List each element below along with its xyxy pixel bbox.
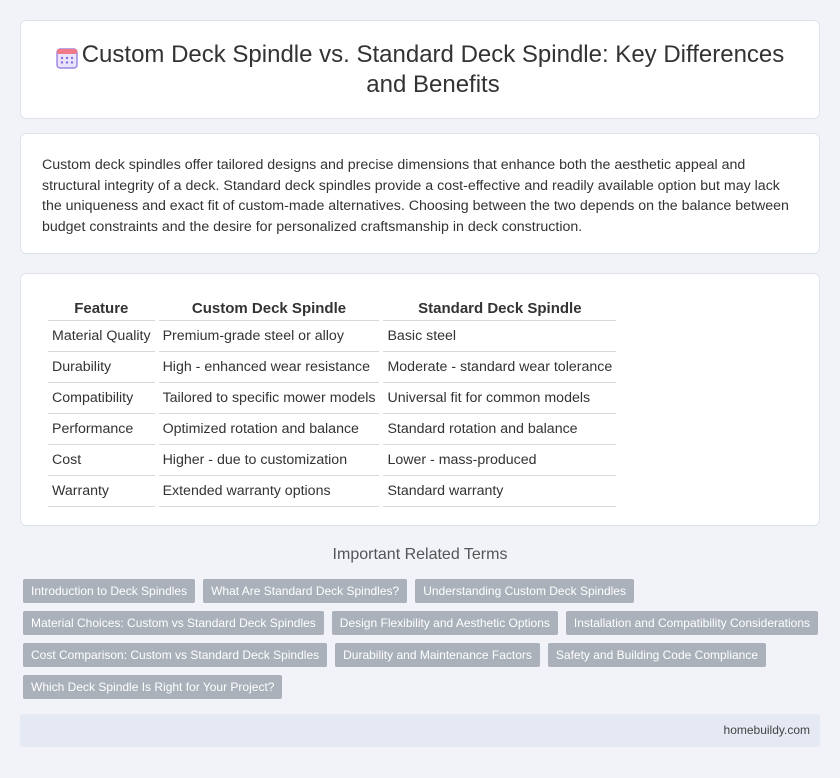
- related-term-tag[interactable]: Durability and Maintenance Factors: [335, 643, 540, 667]
- related-term-tag[interactable]: Understanding Custom Deck Spindles: [415, 579, 634, 603]
- header-feature: Feature: [48, 296, 155, 321]
- feature-cell: Compatibility: [48, 383, 155, 414]
- feature-cell: Durability: [48, 352, 155, 383]
- intro-card: [20, 133, 820, 254]
- custom-cell: Extended warranty options: [159, 476, 380, 507]
- comparison-card: [20, 273, 820, 526]
- custom-cell: Tailored to specific mower models: [159, 383, 380, 414]
- standard-cell: Lower - mass-produced: [383, 445, 616, 476]
- related-terms-heading: Important Related Terms: [332, 546, 508, 563]
- header-standard: Standard Deck Spindle: [383, 296, 616, 321]
- table-row: [48, 321, 616, 352]
- table-header-row: [48, 296, 616, 321]
- custom-cell: Premium-grade steel or alloy: [159, 321, 380, 352]
- custom-cell: Higher - due to customization: [159, 445, 380, 476]
- related-term-tag[interactable]: Design Flexibility and Aesthetic Options: [332, 611, 558, 635]
- related-terms-list: [23, 579, 823, 707]
- table-row: [48, 476, 616, 507]
- table-row: [48, 383, 616, 414]
- related-terms-row: [23, 643, 823, 667]
- related-term-tag[interactable]: Safety and Building Code Compliance: [548, 643, 766, 667]
- feature-cell: Performance: [48, 414, 155, 445]
- related-term-tag[interactable]: Introduction to Deck Spindles: [23, 579, 195, 603]
- related-term-tag[interactable]: Cost Comparison: Custom vs Standard Deck Spindles: [23, 643, 327, 667]
- standard-cell: Universal fit for common models: [383, 383, 616, 414]
- standard-cell: Standard warranty: [383, 476, 616, 507]
- intro-paragraph: Custom deck spindles offer tailored designs and precise dimensions that enhance both the aesthetic appeal and structural integrity of a deck. Standard deck spindles provide a cost-effective and readily available option but may lack the uniqueness and exact fit of custom-made alternatives. Choosing between the two depends on the balance between budget constraints and the desire for personalized craftsmanship in deck construction.: [42, 157, 789, 235]
- standard-cell: Standard rotation and balance: [383, 414, 616, 445]
- feature-cell: Material Quality: [48, 321, 155, 352]
- table-row: [48, 414, 616, 445]
- custom-cell: High - enhanced wear resistance: [159, 352, 380, 383]
- standard-cell: Moderate - standard wear tolerance: [383, 352, 616, 383]
- footer-site[interactable]: homebuildy.com: [723, 723, 810, 737]
- custom-cell: Optimized rotation and balance: [159, 414, 380, 445]
- standard-cell: Basic steel: [383, 321, 616, 352]
- related-terms-row: [23, 579, 823, 603]
- related-term-tag[interactable]: Material Choices: Custom vs Standard Deck Spindles: [23, 611, 324, 635]
- related-term-tag[interactable]: What Are Standard Deck Spindles?: [203, 579, 407, 603]
- header-card: [20, 20, 820, 119]
- related-term-tag[interactable]: Installation and Compatibility Considerations: [566, 611, 818, 635]
- feature-cell: Warranty: [48, 476, 155, 507]
- comparison-table: [44, 296, 620, 507]
- footer: [20, 714, 820, 747]
- related-term-tag[interactable]: Which Deck Spindle Is Right for Your Project?: [23, 675, 282, 699]
- feature-cell: Cost: [48, 445, 155, 476]
- page-title: Custom Deck Spindle vs. Standard Deck Spindle: Key Differences and Benefits: [81, 40, 785, 98]
- header-custom: Custom Deck Spindle: [159, 296, 380, 321]
- table-row: [48, 352, 616, 383]
- related-terms-row: [23, 611, 823, 635]
- table-row: [48, 445, 616, 476]
- related-terms-row: [23, 675, 823, 699]
